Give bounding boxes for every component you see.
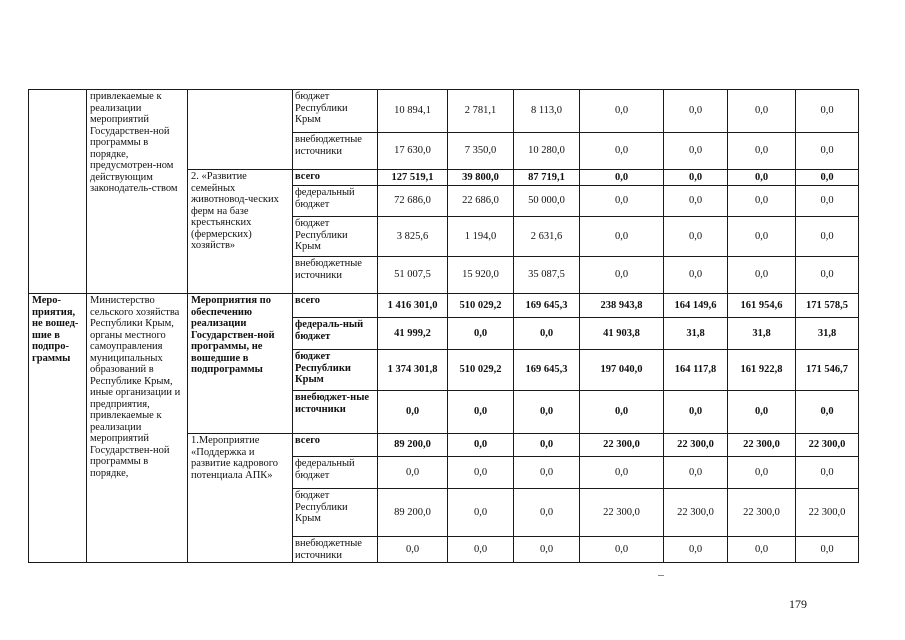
- value-cell: 22 300,0: [728, 434, 796, 457]
- value-cell: 0,0: [728, 391, 796, 434]
- value-cell: 87 719,1: [514, 170, 580, 186]
- value-cell: 0,0: [796, 391, 859, 434]
- value-cell: 0,0: [796, 457, 859, 489]
- value-cell: 31,8: [796, 318, 859, 350]
- value-cell: 0,0: [664, 457, 728, 489]
- executor-cell: Министерство сельского хозяйства Республики Крым, органы местного самоуправления муниципальных образований в Республике Крым, иные организации и предприятия, привлекаемые к реализации мероприятий Государствен-ной программы в порядке,: [87, 294, 188, 563]
- value-cell: 0,0: [448, 318, 514, 350]
- value-cell: 0,0: [580, 391, 664, 434]
- value-cell: 0,0: [664, 170, 728, 186]
- value-cell: 0,0: [580, 537, 664, 563]
- value-cell: 17 630,0: [378, 133, 448, 170]
- value-cell: 0,0: [378, 457, 448, 489]
- value-cell: 0,0: [514, 457, 580, 489]
- funding-source-cell: внебюджетные источники: [293, 257, 378, 294]
- value-cell: 197 040,0: [580, 350, 664, 391]
- value-cell: 161 922,8: [728, 350, 796, 391]
- value-cell: 0,0: [796, 133, 859, 170]
- value-cell: 22 300,0: [580, 489, 664, 537]
- value-cell: 7 350,0: [448, 133, 514, 170]
- value-cell: 0,0: [664, 537, 728, 563]
- footer-mark: [658, 575, 664, 576]
- value-cell: 0,0: [580, 186, 664, 217]
- value-cell: 0,0: [664, 90, 728, 133]
- value-cell: 22 300,0: [580, 434, 664, 457]
- value-cell: 89 200,0: [378, 434, 448, 457]
- value-cell: 171 578,5: [796, 294, 859, 318]
- page-number: 179: [789, 597, 807, 611]
- value-cell: 510 029,2: [448, 350, 514, 391]
- value-cell: 35 087,5: [514, 257, 580, 294]
- measure-name-cell: 1.Мероприятие «Поддержка и развитие кадрового потенциала АПК»: [188, 434, 293, 563]
- value-cell: 0,0: [728, 257, 796, 294]
- value-cell: 0,0: [448, 537, 514, 563]
- funding-source-cell: внебюджет-ные источники: [293, 391, 378, 434]
- value-cell: 0,0: [796, 186, 859, 217]
- funding-source-cell: федераль-ный бюджет: [293, 318, 378, 350]
- value-cell: 510 029,2: [448, 294, 514, 318]
- value-cell: 0,0: [664, 391, 728, 434]
- value-cell: 0,0: [580, 457, 664, 489]
- funding-source-cell: федеральный бюджет: [293, 186, 378, 217]
- measure-name-cell-empty: [188, 90, 293, 170]
- value-cell: 0,0: [664, 257, 728, 294]
- value-cell: 0,0: [448, 489, 514, 537]
- funding-source-cell: бюджет Республики Крым: [293, 489, 378, 537]
- value-cell: 0,0: [448, 391, 514, 434]
- value-cell: 0,0: [664, 133, 728, 170]
- value-cell: 0,0: [580, 133, 664, 170]
- value-cell: 1 416 301,0: [378, 294, 448, 318]
- value-cell: 0,0: [580, 257, 664, 294]
- value-cell: 10 280,0: [514, 133, 580, 170]
- value-cell: 0,0: [796, 170, 859, 186]
- value-cell: 0,0: [514, 489, 580, 537]
- value-cell: 41 903,8: [580, 318, 664, 350]
- value-cell: 0,0: [664, 186, 728, 217]
- value-cell: 2 631,6: [514, 217, 580, 257]
- value-cell: 0,0: [728, 217, 796, 257]
- value-cell: 39 800,0: [448, 170, 514, 186]
- funding-source-cell: всего: [293, 294, 378, 318]
- value-cell: 22 300,0: [664, 434, 728, 457]
- value-cell: 8 113,0: [514, 90, 580, 133]
- funding-source-cell: бюджет Республики Крым: [293, 350, 378, 391]
- value-cell: 169 645,3: [514, 350, 580, 391]
- value-cell: 72 686,0: [378, 186, 448, 217]
- value-cell: 2 781,1: [448, 90, 514, 133]
- value-cell: 3 825,6: [378, 217, 448, 257]
- value-cell: 0,0: [728, 90, 796, 133]
- value-cell: 0,0: [728, 186, 796, 217]
- value-cell: 1 374 301,8: [378, 350, 448, 391]
- value-cell: 171 546,7: [796, 350, 859, 391]
- value-cell: 41 999,2: [378, 318, 448, 350]
- value-cell: 0,0: [664, 217, 728, 257]
- value-cell: 51 007,5: [378, 257, 448, 294]
- value-cell: 0,0: [514, 318, 580, 350]
- value-cell: 22 300,0: [796, 489, 859, 537]
- value-cell: 0,0: [796, 90, 859, 133]
- value-cell: 161 954,6: [728, 294, 796, 318]
- measure-group-name-cell: Мероприятия по обеспечению реализации Государствен-ной программы, не вошедшие в подпрограммы: [188, 294, 293, 434]
- table-row: [29, 90, 859, 133]
- value-cell: 0,0: [796, 217, 859, 257]
- value-cell: 22 300,0: [796, 434, 859, 457]
- value-cell: 0,0: [514, 391, 580, 434]
- funding-source-cell: внебюджетные источники: [293, 133, 378, 170]
- value-cell: 0,0: [580, 217, 664, 257]
- value-cell: 164 149,6: [664, 294, 728, 318]
- value-cell: 127 519,1: [378, 170, 448, 186]
- status-cell-empty: [29, 90, 87, 294]
- value-cell: 0,0: [796, 537, 859, 563]
- value-cell: 0,0: [728, 133, 796, 170]
- funding-source-cell: бюджет Республики Крым: [293, 217, 378, 257]
- executor-cell: привлекаемые к реализации мероприятий Государствен-ной программы в порядке, предусмотрен-ном действующим законодатель-ством: [87, 90, 188, 294]
- table-row: [29, 294, 859, 318]
- funding-source-cell: федеральный бюджет: [293, 457, 378, 489]
- value-cell: 0,0: [514, 537, 580, 563]
- measure-name-cell: 2. «Развитие семейных животновод-ческих ферм на базе крестьянских (фермерских) хозяйств»: [188, 170, 293, 294]
- value-cell: 15 920,0: [448, 257, 514, 294]
- value-cell: 1 194,0: [448, 217, 514, 257]
- value-cell: 31,8: [664, 318, 728, 350]
- value-cell: 10 894,1: [378, 90, 448, 133]
- value-cell: 89 200,0: [378, 489, 448, 537]
- value-cell: 169 645,3: [514, 294, 580, 318]
- value-cell: 31,8: [728, 318, 796, 350]
- value-cell: 0,0: [728, 170, 796, 186]
- value-cell: 22 300,0: [728, 489, 796, 537]
- value-cell: 50 000,0: [514, 186, 580, 217]
- funding-source-cell: всего: [293, 170, 378, 186]
- value-cell: 22 686,0: [448, 186, 514, 217]
- value-cell: 0,0: [580, 90, 664, 133]
- value-cell: 22 300,0: [664, 489, 728, 537]
- funding-source-cell: бюджет Республики Крым: [293, 90, 378, 133]
- value-cell: 0,0: [728, 457, 796, 489]
- funding-source-cell: всего: [293, 434, 378, 457]
- value-cell: 0,0: [728, 537, 796, 563]
- status-cell: Меро-приятия, не вошед-шие в подпро-граммы: [29, 294, 87, 563]
- value-cell: 0,0: [580, 170, 664, 186]
- value-cell: 0,0: [448, 457, 514, 489]
- value-cell: 164 117,8: [664, 350, 728, 391]
- value-cell: 238 943,8: [580, 294, 664, 318]
- value-cell: 0,0: [448, 434, 514, 457]
- budget-table: [28, 89, 859, 563]
- funding-source-cell: внебюджетные источники: [293, 537, 378, 563]
- value-cell: 0,0: [378, 391, 448, 434]
- value-cell: 0,0: [796, 257, 859, 294]
- value-cell: 0,0: [514, 434, 580, 457]
- value-cell: 0,0: [378, 537, 448, 563]
